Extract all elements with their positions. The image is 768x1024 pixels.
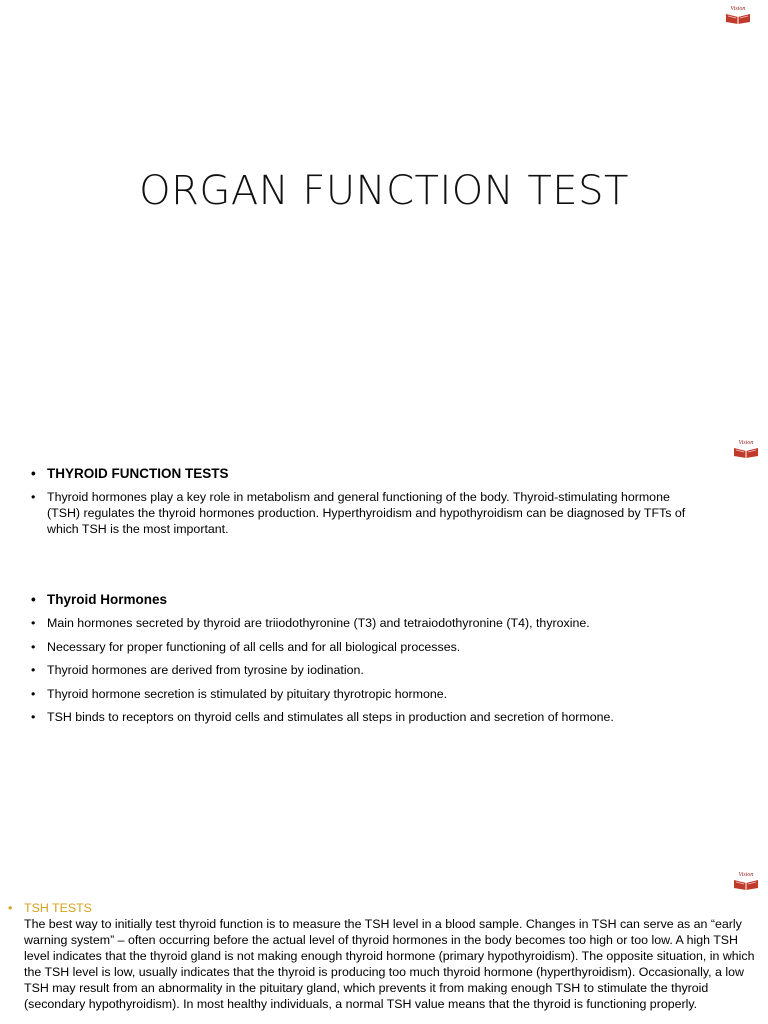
vision-logo [731,872,761,892]
section-heading: • Thyroid Hormones [31,592,731,608]
vision-logo-text: Vision [738,440,754,446]
section-thyroid-function-tests [31,466,701,537]
section-heading: • THYROID FUNCTION TESTS [31,466,701,482]
list-item: • Necessary for proper functioning of all cells and for all biological processes. [31,639,731,655]
list-item: • Thyroid hormone secretion is stimulated by pituitary thyrotropic hormone. [31,686,731,702]
vision-logo [723,6,753,26]
list-item: • Thyroid hormones play a key role in metabolism and general functioning of the body. Thyroid-stimulating hormone (TSH) regulates the thyroid hormones production. Hyperthyroidism and hypothyroidism can be diagnosed by TFTs of which TSH is the most important. [31,489,701,537]
list-item: • TSH binds to receptors on thyroid cells and stimulates all steps in production and secretion of hormone. [31,709,731,725]
vision-logo-text: Vision [738,872,754,878]
list-item: • Main hormones secreted by thyroid are triiodothyronine (T3) and tetraiodothyronine (T4), thyroxine. [31,615,731,631]
book-logo-icon [733,446,759,459]
vision-logo-text: Vision [730,6,746,12]
slide-thyroid-function [0,432,768,864]
list-item: • Thyroid hormones are derived from tyrosine by iodination. [31,662,731,678]
slide-tsh-tests [0,864,768,1024]
paragraph: The best way to initially test thyroid function is to measure the TSH level in a blood sample. Changes in TSH can serve as an “early warning system” – often occurring before the actual level of thyroid hormones in the body becomes too high or too low. A high TSH level indicates that the thyroid gland is not making enough thyroid hormone (primary hypothyroidism). The opposite situation, in which the TSH level is low, usually indicates that the thyroid is producing too much thyroid hormone (hyperthyroidism). Occasionally, a low TSH may result from an abnormality in the pituitary gland, which prevents it from making enough TSH to stimulate the thyroid (secondary hypothyroidism). In most healthy individuals, a normal TSH value means that the thyroid is functioning properly. [24,917,755,1011]
slide-title [0,0,768,432]
book-logo-icon [725,12,751,25]
tsh-tests-block [8,900,756,1012]
book-logo-icon [733,878,759,891]
vision-logo [731,440,761,460]
section-thyroid-hormones [31,592,731,725]
page-title: ORGAN FUNCTION TEST [139,168,629,214]
section-heading: • TSH TESTS [8,900,756,916]
